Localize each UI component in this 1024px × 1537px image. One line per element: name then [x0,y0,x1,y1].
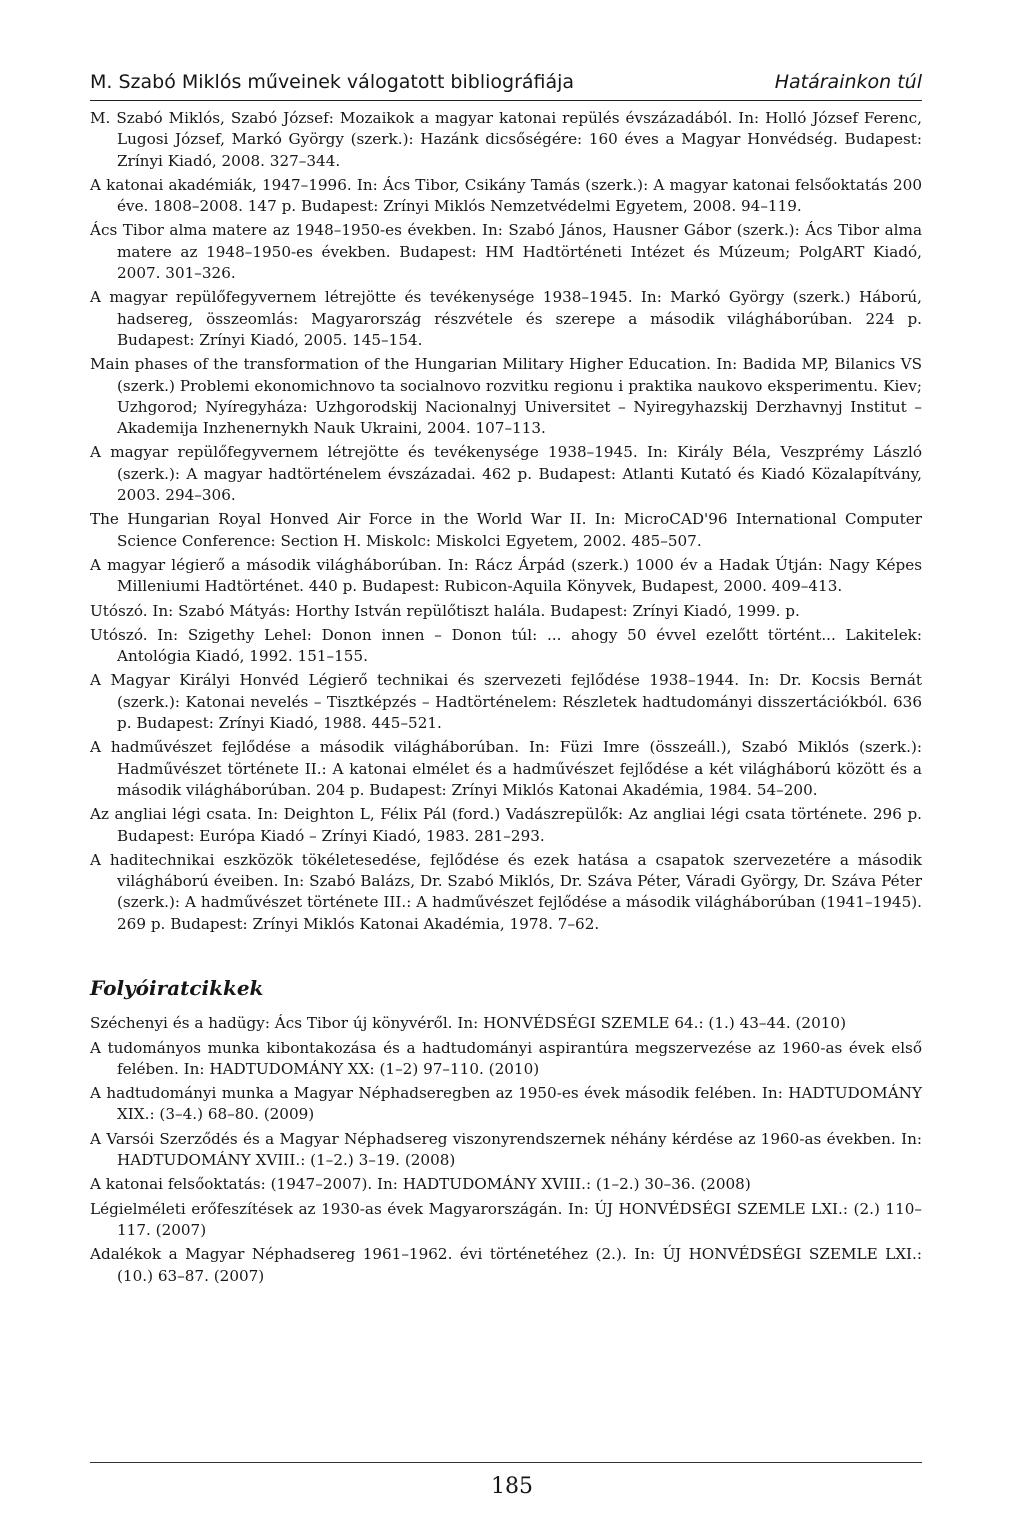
book-page [90,60,922,1290]
bibliography-entry: Ács Tibor alma matere az 1948–1950-es években. In: Szabó János, Hausner Gábor (szerk.): Ács Tibor alma matere az 1948–1950-es években. Budapest: HM Hadtörténeti Intézet és Múzeum; PolgART Kiadó, 2007. 301–326. [90,221,922,283]
footer-rule [90,1462,922,1463]
journal-article-entry: A Varsói Szerződés és a Magyar Néphadsereg viszonyrendszernek néhány kérdése az 1960-as években. In: HADTUDOMÁNY XVIII.: (1–2.) 3–19. (2008) [90,1129,922,1170]
bibliography-entry: Main phases of the transformation of the Hungarian Military Higher Education. In: Badida MP, Bilanics VS (szerk.) Problemi ekonomichnovo ta socialnovo rozvitku regionu i praktika naukovo eksperimentu. Kiev; Uzhgorod; Nyíregyháza: Uzhgorodskij Nacionalnyj Universitet – Nyiregyhazskij Derzhavnyj Institut – Akademija Inzhenernykh Nauk Ukraini, 2004. 107–113. [90,355,922,438]
bibliography-entry: A Magyar Királyi Honvéd Légierő technikai és szervezeti fejlődése 1938–1944. In: Dr. Kocsis Bernát (szerk.): Katonai nevelés – Tisztképzés – Hadtörténelem: Részletek hadtudományi disszertációkból. 636 p. Budapest: Zrínyi Kiadó, 1988. 445–521. [90,671,922,733]
bibliography-entry: A hadművészet fejlődése a második világháborúban. In: Füzi Imre (összeáll.), Szabó Miklós (szerk.): Hadművészet története II.: A katonai elmélet és a hadművészet fejlődése a két világháború között és a második világháborúban. 204 p. Budapest: Zrínyi Miklós Katonai Akadémia, 1984. 54–200. [90,738,922,799]
journal-article-entry: Adalékok a Magyar Néphadsereg 1961–1962. évi történetéhez (2.). In: ÚJ HONVÉDSÉGI SZEMLE LXI.: (10.) 63–87. (2007) [90,1245,922,1285]
bibliography-entry: Az angliai légi csata. In: Deighton L, Félix Pál (ford.) Vadászrepülők: Az angliai légi csata története. 296 p. Budapest: Európa Kiadó – Zrínyi Kiadó, 1983. 281–293. [90,805,922,845]
page-number: 185 [491,1474,533,1499]
bibliography-entry: A katonai akadémiák, 1947–1996. In: Ács Tibor, Csikány Tamás (szerk.): A magyar katonai felsőoktatás 200 éve. 1808–2008. 147 p. Budapest: Zrínyi Miklós Nemzetvédelmi Egyetem, 2008. 94–119. [90,175,922,216]
bibliography-entry: The Hungarian Royal Honved Air Force in the World War II. In: MicroCAD'96 International Computer Science Conference: Section H. Miskolc: Miskolci Egyetem, 2002. 485–507. [90,510,922,550]
header-section: Határainkon túl [774,71,922,93]
bibliography-entry: A magyar repülőfegyvernem létrejötte és tevékenysége 1938–1945. In: Markó György (szerk.) Háború, hadsereg, összeomlás: Magyarország részvétele és szerepe a második világháborúban. 224 p. Budapest: Zrínyi Kiadó, 2005. 145–154. [90,288,922,349]
bibliography-list [90,108,922,1287]
bibliography-entry: Utószó. In: Szabó Mátyás: Horthy István repülőtiszt halála. Budapest: Zrínyi Kiadó, 1999. p. [90,601,800,620]
running-header [90,60,922,101]
bibliography-entry: Utószó. In: Szigethy Lehel: Donon innen – Donon túl: ... ahogy 50 évvel ezelőtt történt... Lakitelek: Antológia Kiadó, 1992. 151–155. [90,625,922,666]
bibliography-entry: M. Szabó Miklós, Szabó József: Mozaikok a magyar katonai repülés évszázadából. In: Holló József Ferenc, Lugosi József, Markó György (szerk.): Hazánk dicsőségére: 160 éves a Magyar Honvédség. Budapest: Zrínyi Kiadó, 2008. 327–344. [90,109,922,170]
section-heading: Folyóiratcikkek [90,975,264,1000]
bibliography-entry: A haditechnikai eszközök tökéletesedése, fejlődése és ezek hatása a csapatok szervezetére a második világháború éveiben. In: Szabó Balázs, Dr. Szabó Miklós, Dr. Száva Péter, Váradi György, Dr. Száva Péter (szerk.): A hadművészet története III.: A hadművészet fejlődése a második világháborúban (1941–1945). 269 p. Budapest: Zrínyi Miklós Katonai Akadémia, 1978. 7–62. [90,850,922,933]
journal-article-entry: A tudományos munka kibontakozása és a hadtudományi aspirantúra megszervezése az 1960-as évek első felében. In: HADTUDOMÁNY XX: (1–2) 97–110. (2010) [90,1038,922,1078]
journal-article-entry: A katonai felsőoktatás: (1947–2007). In: HADTUDOMÁNY XVIII.: (1–2.) 30–36. (2008) [90,1175,751,1194]
journal-article-entry: A hadtudományi munka a Magyar Néphadseregben az 1950-es évek második felében. In: HADTUDOMÁNY XIX.: (3–4.) 68–80. (2009) [90,1084,922,1124]
bibliography-entry: A magyar repülőfegyvernem létrejötte és tevékenysége 1938–1945. In: Király Béla, Veszprémy László (szerk.): A magyar hadtörténelem évszázadai. 462 p. Budapest: Atlanti Kutató és Kiadó Közalapítvány, 2003. 294–306. [90,443,922,505]
header-title: M. Szabó Miklós műveinek válogatott bibliográfiája [90,71,575,93]
journal-article-entry: Széchenyi és a hadügy: Ács Tibor új könyvéről. In: HONVÉDSÉGI SZEMLE 64.: (1.) 43–44. (2010) [90,1014,846,1033]
journal-article-entry: Légielméleti erőfeszítések az 1930-as évek Magyarországán. In: ÚJ HONVÉDSÉGI SZEMLE LXI.: (2.) 110–117. (2007) [90,1199,922,1239]
bibliography-entry: A magyar légierő a második világháborúban. In: Rácz Árpád (szerk.) 1000 év a Hadak Útján: Nagy Képes Milleniumi Hadtörténet. 440 p. Budapest: Rubicon-Aquila Könyvek, Budapest, 2000. 409–413. [90,555,922,596]
